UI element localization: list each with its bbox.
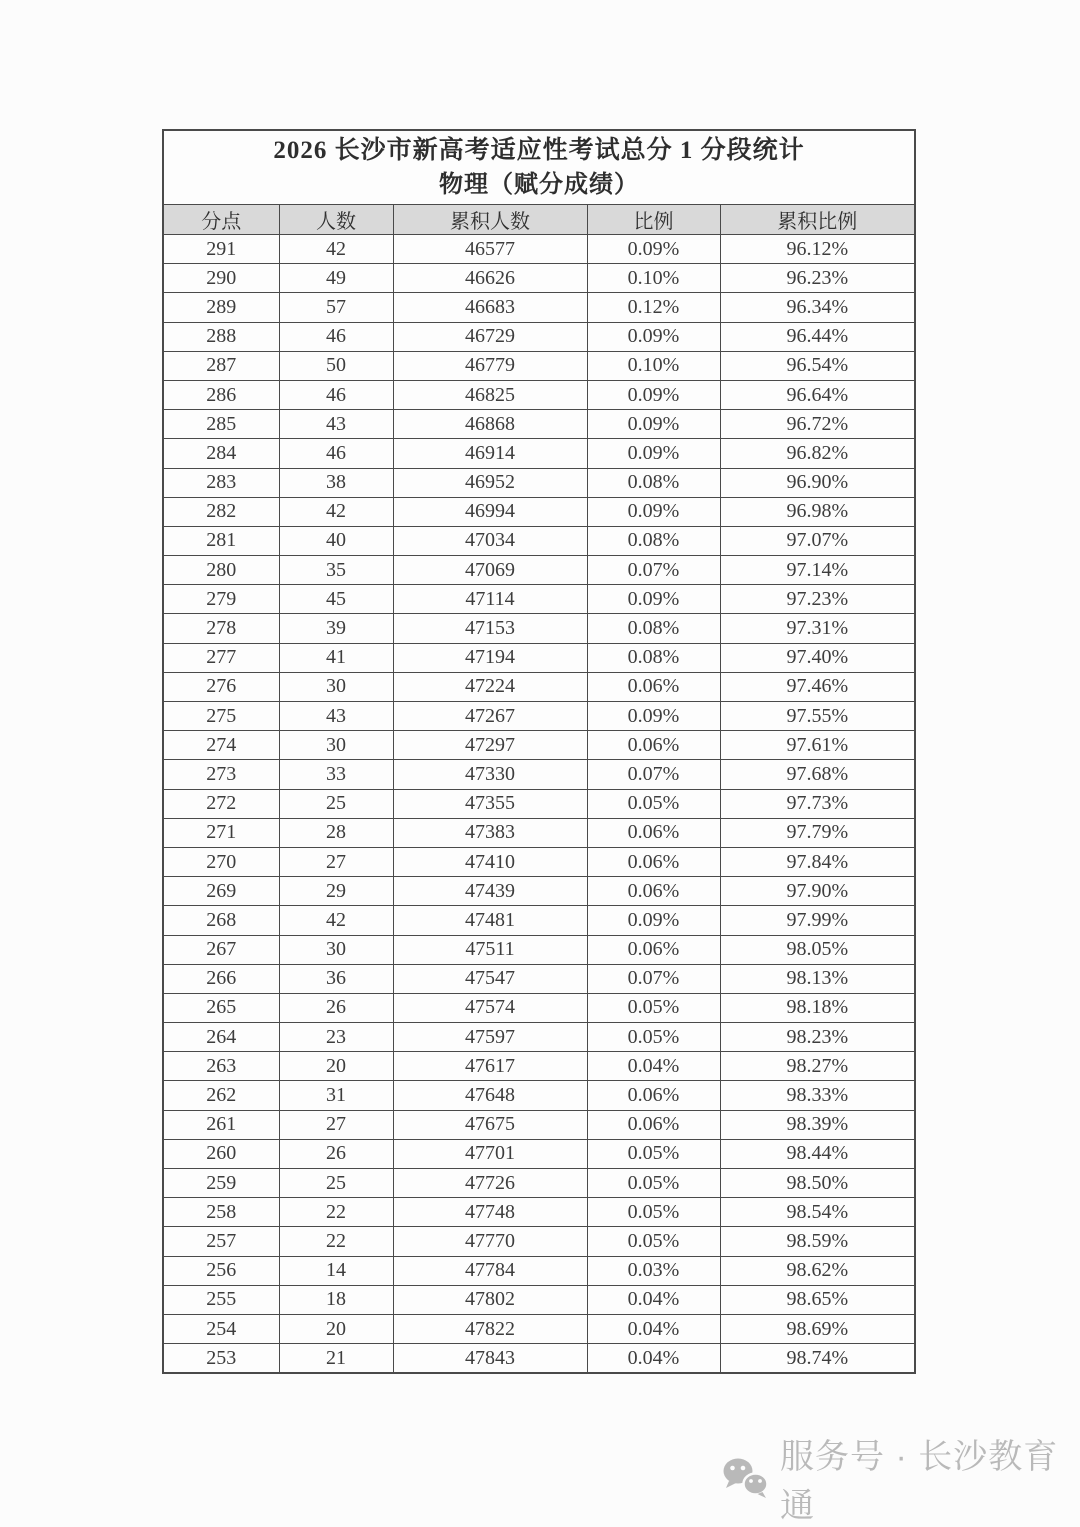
cell-ratio: 0.05% <box>587 1139 720 1168</box>
cell-score: 284 <box>163 439 279 468</box>
cell-ratio: 0.08% <box>587 468 720 497</box>
table-row <box>163 439 915 468</box>
table-title-line2: 物理（赋分成绩） <box>439 172 640 198</box>
cell-score: 266 <box>163 964 279 993</box>
table-row <box>163 380 915 409</box>
table-row <box>163 1314 915 1343</box>
table-row <box>163 1052 915 1081</box>
cell-score: 279 <box>163 585 279 614</box>
cell-count: 35 <box>279 556 393 585</box>
cell-cumulative-count: 47511 <box>393 935 587 964</box>
cell-cumulative-ratio: 98.54% <box>720 1198 915 1227</box>
table-row <box>163 235 915 264</box>
cell-score: 273 <box>163 760 279 789</box>
cell-cumulative-count: 47701 <box>393 1139 587 1168</box>
table-row <box>163 993 915 1022</box>
cell-ratio: 0.03% <box>587 1256 720 1285</box>
table-row <box>163 906 915 935</box>
table-row <box>163 410 915 439</box>
cell-cumulative-count: 46825 <box>393 380 587 409</box>
table-row <box>163 497 915 526</box>
cell-cumulative-count: 47297 <box>393 731 587 760</box>
cell-cumulative-ratio: 97.68% <box>720 760 915 789</box>
cell-cumulative-count: 46626 <box>393 264 587 293</box>
cell-score: 270 <box>163 847 279 876</box>
cell-cumulative-count: 47617 <box>393 1052 587 1081</box>
cell-ratio: 0.04% <box>587 1344 720 1374</box>
column-header-score: 分点 <box>163 205 279 235</box>
cell-count: 50 <box>279 351 393 380</box>
cell-score: 260 <box>163 1139 279 1168</box>
cell-ratio: 0.06% <box>587 847 720 876</box>
cell-cumulative-ratio: 97.79% <box>720 818 915 847</box>
cell-score: 267 <box>163 935 279 964</box>
table-title <box>163 130 915 205</box>
cell-count: 49 <box>279 264 393 293</box>
cell-cumulative-ratio: 98.74% <box>720 1344 915 1374</box>
cell-cumulative-count: 47034 <box>393 526 587 555</box>
cell-cumulative-ratio: 98.39% <box>720 1110 915 1139</box>
cell-cumulative-ratio: 96.23% <box>720 264 915 293</box>
cell-cumulative-count: 47648 <box>393 1081 587 1110</box>
column-header-cumulative-count: 累积人数 <box>393 205 587 235</box>
cell-cumulative-count: 47802 <box>393 1285 587 1314</box>
cell-cumulative-ratio: 96.82% <box>720 439 915 468</box>
cell-count: 27 <box>279 847 393 876</box>
column-header-ratio: 比例 <box>587 205 720 235</box>
column-header-cumulative-ratio: 累积比例 <box>720 205 915 235</box>
cell-score: 285 <box>163 410 279 439</box>
table-row <box>163 731 915 760</box>
cell-ratio: 0.09% <box>587 235 720 264</box>
table-row <box>163 1110 915 1139</box>
cell-count: 38 <box>279 468 393 497</box>
table-title-row <box>163 130 915 205</box>
cell-score: 269 <box>163 877 279 906</box>
table-row <box>163 1344 915 1374</box>
cell-score: 253 <box>163 1344 279 1374</box>
cell-ratio: 0.06% <box>587 731 720 760</box>
cell-cumulative-ratio: 97.55% <box>720 702 915 731</box>
cell-score: 283 <box>163 468 279 497</box>
cell-score: 282 <box>163 497 279 526</box>
cell-score: 268 <box>163 906 279 935</box>
cell-ratio: 0.10% <box>587 351 720 380</box>
cell-score: 271 <box>163 818 279 847</box>
cell-cumulative-count: 47481 <box>393 906 587 935</box>
cell-cumulative-ratio: 97.14% <box>720 556 915 585</box>
cell-cumulative-ratio: 97.40% <box>720 643 915 672</box>
cell-cumulative-count: 47822 <box>393 1314 587 1343</box>
cell-count: 30 <box>279 935 393 964</box>
cell-cumulative-count: 46868 <box>393 410 587 439</box>
cell-count: 33 <box>279 760 393 789</box>
cell-count: 42 <box>279 235 393 264</box>
cell-ratio: 0.09% <box>587 497 720 526</box>
table-row <box>163 1198 915 1227</box>
cell-cumulative-count: 47675 <box>393 1110 587 1139</box>
cell-cumulative-ratio: 96.72% <box>720 410 915 439</box>
cell-cumulative-ratio: 97.84% <box>720 847 915 876</box>
table-row <box>163 526 915 555</box>
cell-ratio: 0.08% <box>587 643 720 672</box>
cell-cumulative-count: 47114 <box>393 585 587 614</box>
cell-count: 26 <box>279 1139 393 1168</box>
cell-score: 291 <box>163 235 279 264</box>
cell-cumulative-count: 46952 <box>393 468 587 497</box>
table-row <box>163 1256 915 1285</box>
cell-score: 264 <box>163 1023 279 1052</box>
cell-score: 277 <box>163 643 279 672</box>
cell-ratio: 0.05% <box>587 1023 720 1052</box>
cell-cumulative-ratio: 97.46% <box>720 672 915 701</box>
cell-count: 25 <box>279 1169 393 1198</box>
cell-cumulative-count: 46577 <box>393 235 587 264</box>
cell-cumulative-ratio: 97.23% <box>720 585 915 614</box>
table-row <box>163 643 915 672</box>
cell-cumulative-count: 47574 <box>393 993 587 1022</box>
table-row <box>163 877 915 906</box>
cell-count: 30 <box>279 731 393 760</box>
table-row <box>163 847 915 876</box>
cell-cumulative-ratio: 96.44% <box>720 322 915 351</box>
cell-ratio: 0.12% <box>587 293 720 322</box>
cell-ratio: 0.05% <box>587 1198 720 1227</box>
cell-cumulative-ratio: 97.99% <box>720 906 915 935</box>
cell-cumulative-ratio: 96.98% <box>720 497 915 526</box>
cell-score: 280 <box>163 556 279 585</box>
cell-cumulative-ratio: 96.90% <box>720 468 915 497</box>
cell-count: 36 <box>279 964 393 993</box>
cell-ratio: 0.06% <box>587 818 720 847</box>
cell-cumulative-count: 47194 <box>393 643 587 672</box>
cell-score: 261 <box>163 1110 279 1139</box>
cell-count: 25 <box>279 789 393 818</box>
cell-score: 288 <box>163 322 279 351</box>
table-row <box>163 351 915 380</box>
table-row <box>163 760 915 789</box>
table-row <box>163 1139 915 1168</box>
cell-count: 57 <box>279 293 393 322</box>
cell-count: 39 <box>279 614 393 643</box>
cell-score: 255 <box>163 1285 279 1314</box>
cell-cumulative-ratio: 96.64% <box>720 380 915 409</box>
cell-score: 257 <box>163 1227 279 1256</box>
cell-cumulative-ratio: 98.05% <box>720 935 915 964</box>
cell-count: 20 <box>279 1052 393 1081</box>
cell-count: 21 <box>279 1344 393 1374</box>
table-row <box>163 556 915 585</box>
cell-cumulative-count: 46779 <box>393 351 587 380</box>
cell-cumulative-ratio: 98.69% <box>720 1314 915 1343</box>
cell-score: 274 <box>163 731 279 760</box>
cell-cumulative-count: 46729 <box>393 322 587 351</box>
cell-cumulative-count: 47330 <box>393 760 587 789</box>
cell-ratio: 0.06% <box>587 877 720 906</box>
wechat-watermark-text: 服务号 · 长沙教育通 <box>780 1438 1059 1525</box>
table-row <box>163 1227 915 1256</box>
cell-ratio: 0.05% <box>587 789 720 818</box>
cell-count: 22 <box>279 1198 393 1227</box>
cell-count: 31 <box>279 1081 393 1110</box>
table-row <box>163 1023 915 1052</box>
cell-ratio: 0.06% <box>587 1081 720 1110</box>
cell-cumulative-count: 47748 <box>393 1198 587 1227</box>
cell-score: 262 <box>163 1081 279 1110</box>
cell-cumulative-count: 47439 <box>393 877 587 906</box>
cell-cumulative-ratio: 98.33% <box>720 1081 915 1110</box>
cell-ratio: 0.04% <box>587 1052 720 1081</box>
cell-cumulative-ratio: 98.59% <box>720 1227 915 1256</box>
cell-score: 275 <box>163 702 279 731</box>
cell-cumulative-ratio: 96.12% <box>720 235 915 264</box>
cell-count: 46 <box>279 380 393 409</box>
cell-cumulative-ratio: 97.61% <box>720 731 915 760</box>
table-row <box>163 964 915 993</box>
cell-cumulative-count: 47267 <box>393 702 587 731</box>
cell-ratio: 0.09% <box>587 585 720 614</box>
score-distribution-table <box>162 129 916 1374</box>
cell-ratio: 0.06% <box>587 1110 720 1139</box>
cell-cumulative-count: 47383 <box>393 818 587 847</box>
cell-count: 43 <box>279 702 393 731</box>
cell-ratio: 0.09% <box>587 410 720 439</box>
table-header-row <box>163 205 915 235</box>
cell-score: 259 <box>163 1169 279 1198</box>
table-row <box>163 585 915 614</box>
cell-count: 42 <box>279 497 393 526</box>
cell-cumulative-ratio: 97.90% <box>720 877 915 906</box>
cell-cumulative-ratio: 96.54% <box>720 351 915 380</box>
cell-count: 28 <box>279 818 393 847</box>
cell-cumulative-count: 47784 <box>393 1256 587 1285</box>
cell-cumulative-count: 47547 <box>393 964 587 993</box>
table-row <box>163 1169 915 1198</box>
cell-count: 20 <box>279 1314 393 1343</box>
cell-cumulative-ratio: 98.44% <box>720 1139 915 1168</box>
cell-cumulative-ratio: 97.07% <box>720 526 915 555</box>
cell-score: 281 <box>163 526 279 555</box>
cell-ratio: 0.05% <box>587 1169 720 1198</box>
cell-cumulative-count: 47224 <box>393 672 587 701</box>
cell-cumulative-ratio: 97.31% <box>720 614 915 643</box>
cell-count: 40 <box>279 526 393 555</box>
wechat-icon <box>722 1457 770 1499</box>
cell-count: 46 <box>279 439 393 468</box>
table-row <box>163 1285 915 1314</box>
cell-ratio: 0.04% <box>587 1285 720 1314</box>
cell-ratio: 0.05% <box>587 1227 720 1256</box>
table-row <box>163 818 915 847</box>
cell-ratio: 0.09% <box>587 322 720 351</box>
cell-count: 30 <box>279 672 393 701</box>
table-row <box>163 614 915 643</box>
cell-ratio: 0.09% <box>587 380 720 409</box>
cell-count: 45 <box>279 585 393 614</box>
cell-count: 46 <box>279 322 393 351</box>
cell-score: 272 <box>163 789 279 818</box>
cell-ratio: 0.09% <box>587 906 720 935</box>
cell-ratio: 0.09% <box>587 439 720 468</box>
cell-cumulative-ratio: 97.73% <box>720 789 915 818</box>
table-row <box>163 789 915 818</box>
cell-score: 263 <box>163 1052 279 1081</box>
cell-ratio: 0.05% <box>587 993 720 1022</box>
cell-count: 18 <box>279 1285 393 1314</box>
cell-cumulative-ratio: 98.65% <box>720 1285 915 1314</box>
cell-cumulative-count: 46914 <box>393 439 587 468</box>
cell-score: 289 <box>163 293 279 322</box>
cell-score: 265 <box>163 993 279 1022</box>
cell-cumulative-ratio: 98.27% <box>720 1052 915 1081</box>
cell-count: 41 <box>279 643 393 672</box>
wechat-watermark <box>722 1438 1080 1525</box>
cell-count: 29 <box>279 877 393 906</box>
cell-ratio: 0.09% <box>587 702 720 731</box>
table-title-line1: 2026 长沙市新高考适应性考试总分 1 分段统计 <box>273 137 805 164</box>
cell-cumulative-ratio: 98.18% <box>720 993 915 1022</box>
cell-count: 14 <box>279 1256 393 1285</box>
cell-ratio: 0.06% <box>587 672 720 701</box>
table-body <box>163 235 915 1374</box>
cell-ratio: 0.08% <box>587 526 720 555</box>
cell-ratio: 0.07% <box>587 760 720 789</box>
cell-score: 278 <box>163 614 279 643</box>
cell-count: 42 <box>279 906 393 935</box>
cell-score: 276 <box>163 672 279 701</box>
cell-cumulative-count: 47597 <box>393 1023 587 1052</box>
cell-count: 23 <box>279 1023 393 1052</box>
table-row <box>163 1081 915 1110</box>
cell-ratio: 0.10% <box>587 264 720 293</box>
cell-count: 26 <box>279 993 393 1022</box>
cell-cumulative-ratio: 98.13% <box>720 964 915 993</box>
cell-cumulative-count: 47770 <box>393 1227 587 1256</box>
cell-count: 43 <box>279 410 393 439</box>
cell-score: 287 <box>163 351 279 380</box>
cell-cumulative-count: 47410 <box>393 847 587 876</box>
cell-ratio: 0.07% <box>587 556 720 585</box>
table-row <box>163 702 915 731</box>
cell-score: 290 <box>163 264 279 293</box>
column-header-count: 人数 <box>279 205 393 235</box>
cell-cumulative-count: 47843 <box>393 1344 587 1374</box>
cell-cumulative-ratio: 98.50% <box>720 1169 915 1198</box>
cell-cumulative-count: 47069 <box>393 556 587 585</box>
cell-count: 22 <box>279 1227 393 1256</box>
cell-score: 256 <box>163 1256 279 1285</box>
cell-cumulative-count: 47153 <box>393 614 587 643</box>
cell-cumulative-count: 47726 <box>393 1169 587 1198</box>
cell-score: 258 <box>163 1198 279 1227</box>
table-row <box>163 935 915 964</box>
table-row <box>163 264 915 293</box>
cell-cumulative-ratio: 96.34% <box>720 293 915 322</box>
table-row <box>163 293 915 322</box>
table-row <box>163 672 915 701</box>
cell-score: 286 <box>163 380 279 409</box>
cell-ratio: 0.04% <box>587 1314 720 1343</box>
cell-cumulative-ratio: 98.23% <box>720 1023 915 1052</box>
cell-ratio: 0.07% <box>587 964 720 993</box>
cell-cumulative-count: 47355 <box>393 789 587 818</box>
table-row <box>163 468 915 497</box>
table-row <box>163 322 915 351</box>
cell-ratio: 0.06% <box>587 935 720 964</box>
cell-count: 27 <box>279 1110 393 1139</box>
cell-cumulative-count: 46683 <box>393 293 587 322</box>
cell-cumulative-ratio: 98.62% <box>720 1256 915 1285</box>
cell-score: 254 <box>163 1314 279 1343</box>
cell-ratio: 0.08% <box>587 614 720 643</box>
cell-cumulative-count: 46994 <box>393 497 587 526</box>
